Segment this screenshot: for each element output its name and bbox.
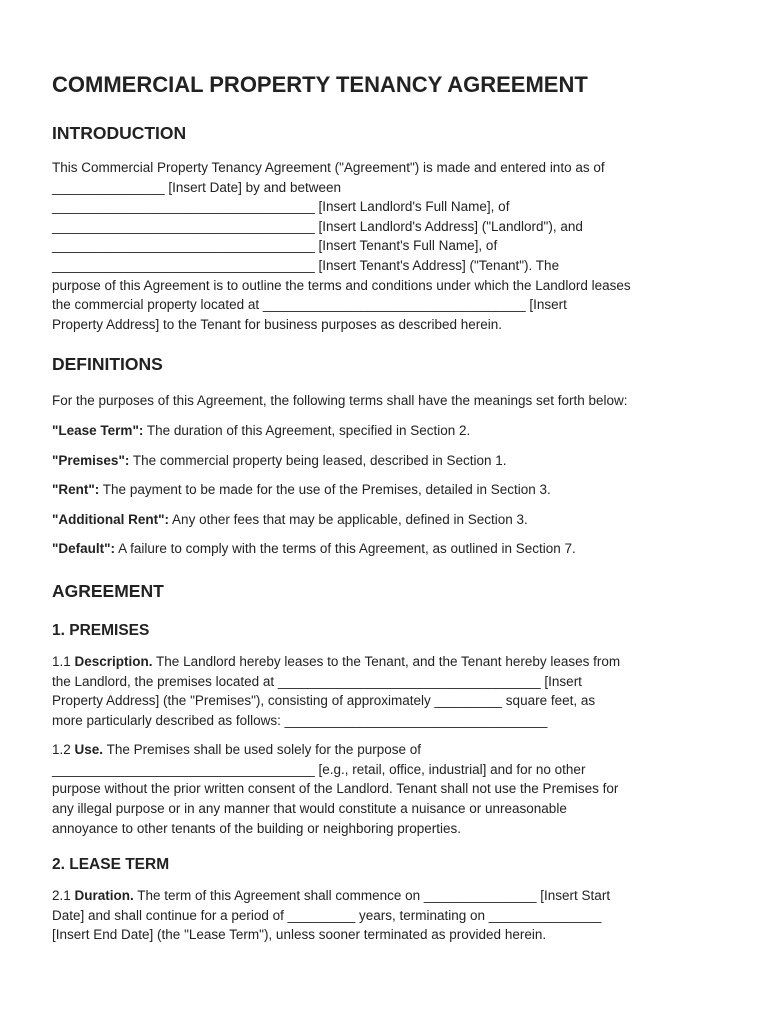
intro-line: This Commercial Property Tenancy Agreement ("Agreement") is made and entered into as of — [52, 160, 605, 175]
document-title: COMMERCIAL PROPERTY TENANCY AGREEMENT — [52, 72, 588, 97]
lease-term-heading: 2. LEASE TERM — [52, 856, 170, 874]
intro-line: ___________________________________ [Insert Landlord's Full Name], of — [52, 199, 510, 215]
definitions-intro: For the purposes of this Agreement, the following terms shall have the meanings set forth below: — [52, 393, 628, 409]
intro-line: _______________ [Insert Date] by and between — [52, 179, 341, 195]
definition-text: Any other fees that may be applicable, defined in Section 3. — [169, 511, 528, 527]
intro-line: the commercial property located at ___________________________________ [Insert — [52, 297, 567, 313]
clause-label: Use. — [74, 742, 104, 758]
clause-label: Duration. — [74, 888, 134, 904]
definition-term: "Premises": — [52, 452, 130, 468]
definitions-heading: DEFINITIONS — [52, 354, 163, 375]
clause-line: annoyance to other tenants of the building or neighboring properties. — [52, 820, 462, 836]
definitions-section — [52, 354, 722, 559]
clause-line: purpose without the prior written consent of the Landlord. Tenant shall not use the Premises for — [52, 781, 619, 797]
definition-item — [52, 480, 722, 500]
definition-item — [52, 451, 722, 471]
clause-line: The Premises shall be used solely for the purpose of — [103, 742, 421, 758]
clause-duration — [52, 886, 722, 945]
intro-line: ___________________________________ [Insert Tenant's Address] ("Tenant"). The — [52, 257, 560, 273]
intro-line: purpose of this Agreement is to outline the terms and conditions under which the Landlord leases — [52, 277, 631, 293]
definition-text: The duration of this Agreement, specified in Section 2. — [143, 422, 471, 438]
clause-line: any illegal purpose or in any manner that would constitute a nuisance or unreasonable — [52, 801, 567, 817]
clause-number: 1.1 — [52, 653, 75, 669]
clause-label: Description. — [74, 653, 153, 669]
section-premises — [52, 622, 722, 838]
document-body — [52, 123, 722, 945]
definition-item — [52, 421, 722, 441]
clause-line: The Landlord hereby leases to the Tenant, and the Tenant hereby leases from — [152, 653, 621, 669]
definition-text: The payment to be made for the use of the Premises, detailed in Section 3. — [99, 482, 551, 498]
clause-number: 2.1 — [52, 888, 75, 904]
clause-line: more particularly described as follows: ___________________________________ — [52, 712, 548, 728]
intro-line: ___________________________________ [Insert Tenant's Full Name], of — [52, 238, 498, 254]
clause-description — [52, 652, 722, 730]
clause-line: the Landlord, the premises located at ___________________________________ [Insert — [52, 673, 582, 689]
premises-heading: 1. PREMISES — [52, 621, 150, 639]
section-lease-term — [52, 856, 722, 945]
definition-text: The commercial property being leased, described in Section 1. — [129, 452, 507, 468]
definition-term: "Lease Term": — [52, 422, 144, 438]
agreement-section — [52, 581, 722, 945]
introduction-paragraph — [52, 158, 722, 334]
definition-item — [52, 539, 722, 559]
clause-line: Date] and shall continue for a period of _________ years, terminating on _______________ — [52, 907, 602, 923]
definition-term: "Rent": — [52, 482, 100, 498]
definition-term: "Default": — [52, 541, 116, 557]
clause-use — [52, 740, 722, 838]
definition-item — [52, 510, 722, 530]
intro-line: Property Address] to the Tenant for business purposes as described herein. — [52, 316, 503, 332]
introduction-heading: INTRODUCTION — [52, 123, 187, 143]
clause-line: The term of this Agreement shall commence on _______________ [Insert Start — [133, 888, 611, 904]
definition-text: A failure to comply with the terms of this Agreement, as outlined in Section 7. — [115, 541, 576, 557]
clause-line: ___________________________________ [e.g., retail, office, industrial] and for no other — [52, 761, 586, 777]
agreement-heading: AGREEMENT — [52, 580, 164, 601]
intro-line: ___________________________________ [Insert Landlord's Address] ("Landlord"), and — [52, 218, 583, 234]
clause-number: 1.2 — [52, 742, 75, 758]
definition-term: "Additional Rent": — [52, 511, 170, 527]
introduction-section — [52, 123, 722, 334]
clause-line: [Insert End Date] (the "Lease Term"), unless sooner terminated as provided herein. — [52, 927, 547, 943]
clause-line: Property Address] (the "Premises"), consisting of approximately _________ square feet, as — [52, 693, 596, 709]
